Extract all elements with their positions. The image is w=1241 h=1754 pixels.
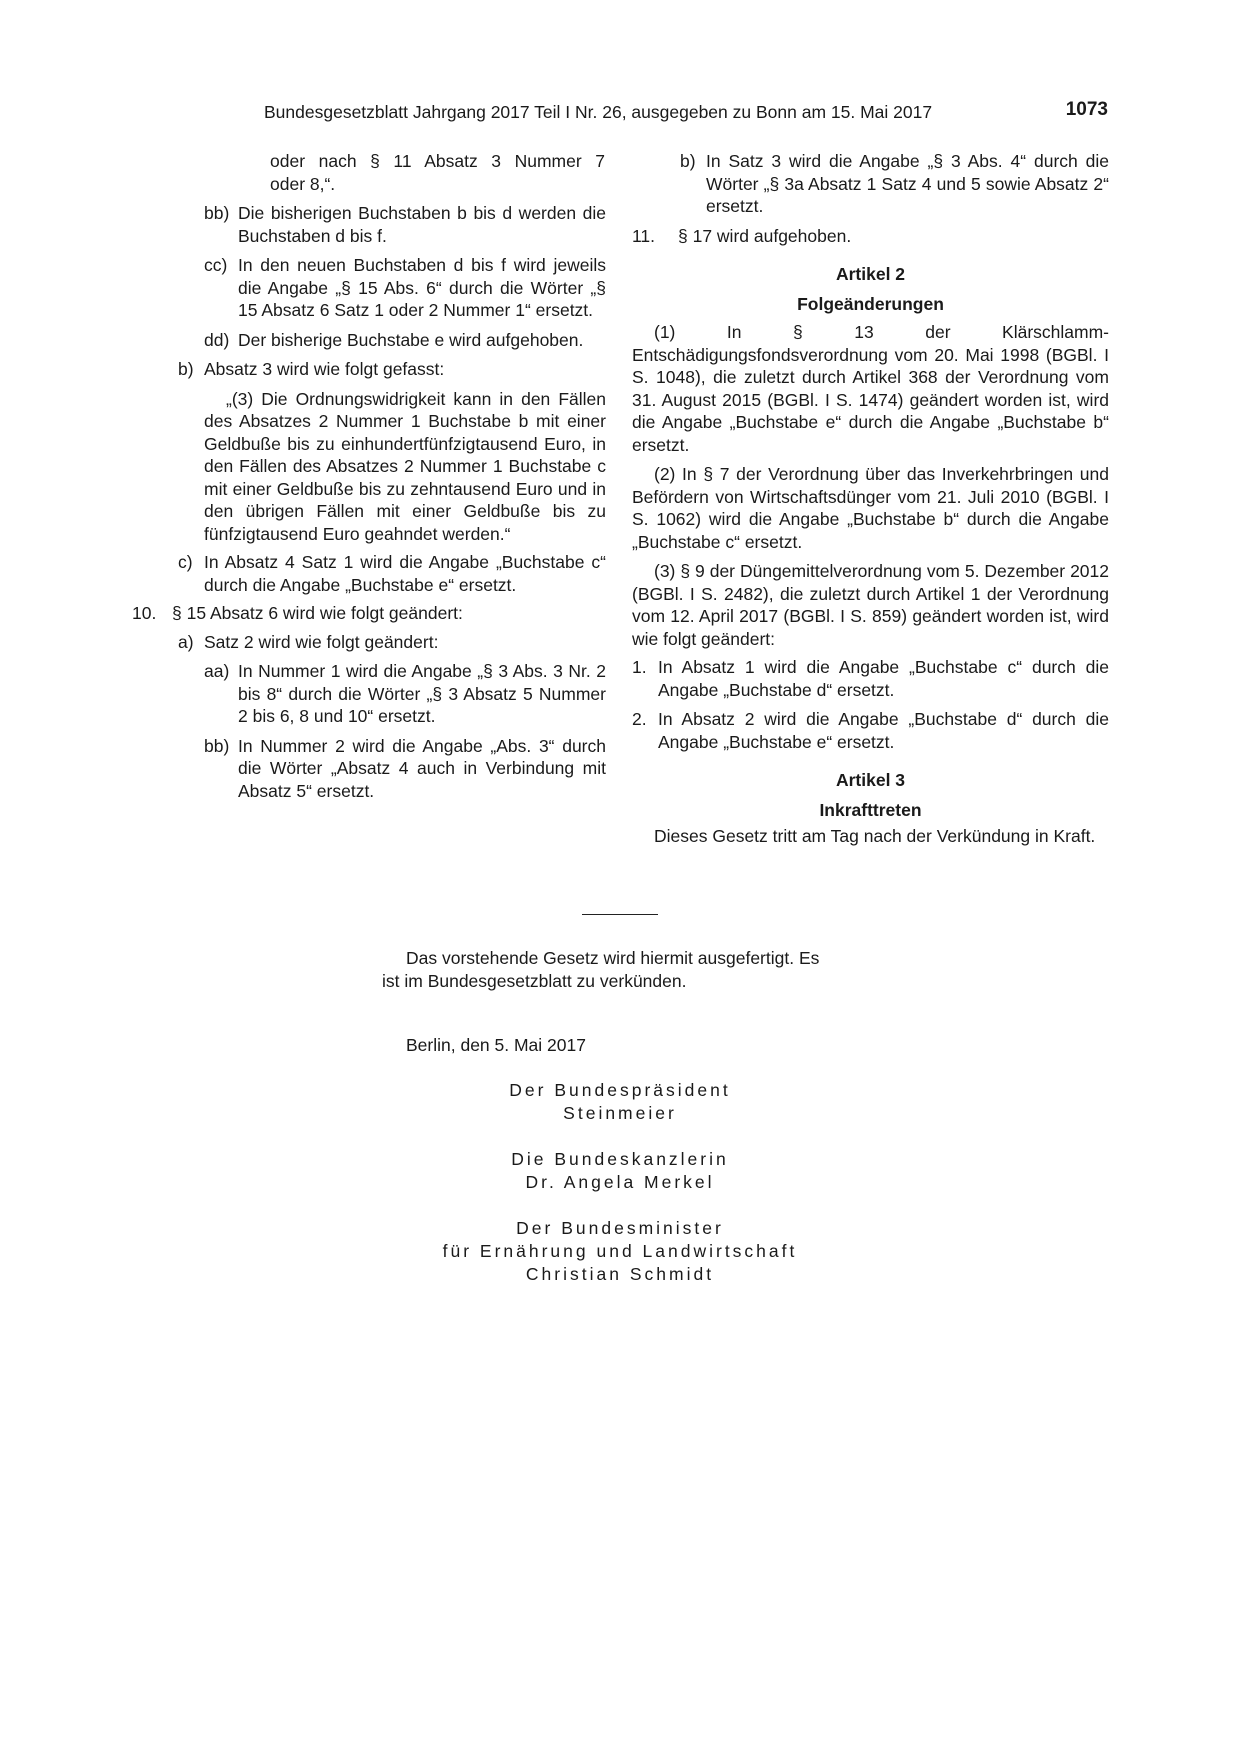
article-3-title: Artikel 3 bbox=[835, 770, 906, 790]
item-bb-2: bb) In Nummer 2 wird die Angabe „Abs. 3“ durch die Wörter „Absatz 4 auch in Verbindung mit Absatz 5“ ersetzt. bbox=[204, 735, 606, 801]
signature-role: Der Bundesminister bbox=[516, 1218, 724, 1238]
item-a: a) Satz 2 wird wie folgt geändert: bbox=[178, 631, 439, 652]
article-2-title: Artikel 2 bbox=[835, 264, 906, 284]
promulgation-clause bbox=[382, 947, 862, 992]
article-2-heading: Folgeänderungen bbox=[797, 293, 944, 314]
paragraph-1: (1) In § 13 der Klärschlamm-Entschädigungsfondsverordnung vom 20. Mai 1998 (BGBl. I S. 1048), die zuletzt durch Artikel 368 der Verordnung vom 31. August 2015 (BGBl. I S. 1474) geändert worden ist, wird die Angabe „Buchstabe e“ durch die Angabe „Buchstabe b“ ersetzt. bbox=[632, 322, 1109, 455]
right-column bbox=[632, 150, 1109, 848]
signature-name: Steinmeier bbox=[563, 1103, 677, 1123]
item-c: c) In Absatz 4 Satz 1 wird die Angabe „Buchstabe c“ durch die Angabe „Buchstabe e“ ersetzt. bbox=[178, 552, 606, 595]
page-number: 1073 bbox=[1065, 99, 1108, 120]
signature-minister bbox=[350, 1217, 890, 1286]
signature-role: Der Bundespräsident bbox=[509, 1080, 731, 1100]
signature-name: Dr. Angela Merkel bbox=[525, 1172, 715, 1192]
signature-role-detail: für Ernährung und Landwirtschaft bbox=[442, 1241, 798, 1261]
place-date: Berlin, den 5. Mai 2017 bbox=[406, 1035, 586, 1055]
promulgation-line-2: ist im Bundesgesetzblatt zu verkünden. bbox=[382, 970, 687, 991]
paragraph-3: (3) § 9 der Düngemittelverordnung vom 5. Dezember 2012 (BGBl. I S. 2482), die zuletzt durch Artikel 1 der Verordnung vom 12. April 2017 (BGBl. I S. 859) geändert worden ist, wird wie folgt geändert: bbox=[632, 561, 1109, 649]
quoted-paragraph: „(3) Die Ordnungswidrigkeit kann in den Fällen des Absatzes 2 Nummer 1 Buchstabe b mit einer Geldbuße bis zu einhundertfünfzigtausend Euro, in den Fällen des Absatzes 2 Nummer 1 Buchstabe c mit einer Geldbuße bis zu zehntausend Euro und in den übrigen Fällen mit einer Geldbuße bis zu fünfzigtausend Euro geahndet werden.“ bbox=[204, 388, 606, 544]
section-divider bbox=[582, 914, 658, 915]
item-b: b) Absatz 3 wird wie folgt gefasst: bbox=[178, 359, 445, 379]
running-header: Bundesgesetzblatt Jahrgang 2017 Teil I Nr. 26, ausgegeben zu Bonn am 15. Mai 2017 bbox=[264, 102, 933, 122]
paragraph-3-item-2: 2. In Absatz 2 wird die Angabe „Buchstabe d“ durch die Angabe „Buchstabe e“ ersetzt. bbox=[632, 709, 1109, 752]
continuation-text: oder nach § 11 Absatz 3 Nummer 7 oder 8,“. bbox=[270, 151, 605, 194]
item-10: 10. § 15 Absatz 6 wird wie folgt geändert: bbox=[132, 603, 463, 623]
signature-chancellor bbox=[350, 1148, 890, 1194]
paragraph-3-item-1: 1. In Absatz 1 wird die Angabe „Buchstabe c“ durch die Angabe „Buchstabe d“ ersetzt. bbox=[632, 657, 1109, 700]
signature-role: Die Bundeskanzlerin bbox=[511, 1149, 729, 1169]
item-11: 11. § 17 wird aufgehoben. bbox=[632, 225, 852, 246]
item-dd: dd) Der bisherige Buchstabe e wird aufgehoben. bbox=[204, 329, 584, 350]
left-column bbox=[126, 150, 606, 802]
paragraph-2: (2) In § 7 der Verordnung über das Inverkehrbringen und Befördern von Wirtschaftsdünger vom 21. Juli 2010 (BGBl. I S. 1062) wird die Angabe „Buchstabe b“ durch die Angabe „Buchstabe c“ ersetzt. bbox=[632, 464, 1109, 552]
item-aa: aa) In Nummer 1 wird die Angabe „§ 3 Abs. 3 Nr. 2 bis 8“ durch die Wörter „§ 3 Absatz 5 Nummer 2 bis 6, 8 und 10“ ersetzt. bbox=[204, 661, 606, 726]
signature-block bbox=[350, 1079, 890, 1309]
article-3-heading: Inkrafttreten bbox=[819, 799, 922, 820]
item-cc: cc) In den neuen Buchstaben d bis f wird jeweils die Angabe „§ 15 Abs. 6“ durch die Wörter „§ 15 Absatz 6 Satz 1 oder 2 Nummer 1“ ersetzt. bbox=[204, 255, 606, 320]
signature-president bbox=[350, 1079, 890, 1125]
signature-name: Christian Schmidt bbox=[525, 1264, 715, 1284]
item-right-b: b) In Satz 3 wird die Angabe „§ 3 Abs. 4“ durch die Wörter „§ 3a Absatz 1 Satz 4 und 5 sowie Absatz 2“ ersetzt. bbox=[680, 151, 1109, 216]
article-3-text: Dieses Gesetz tritt am Tag nach der Verkündung in Kraft. bbox=[654, 826, 1096, 846]
promulgation-line-1: Das vorstehende Gesetz wird hiermit ausgefertigt. Es bbox=[406, 948, 820, 968]
item-bb-1: bb) Die bisherigen Buchstaben b bis d werden die Buchstaben d bis f. bbox=[204, 203, 606, 246]
